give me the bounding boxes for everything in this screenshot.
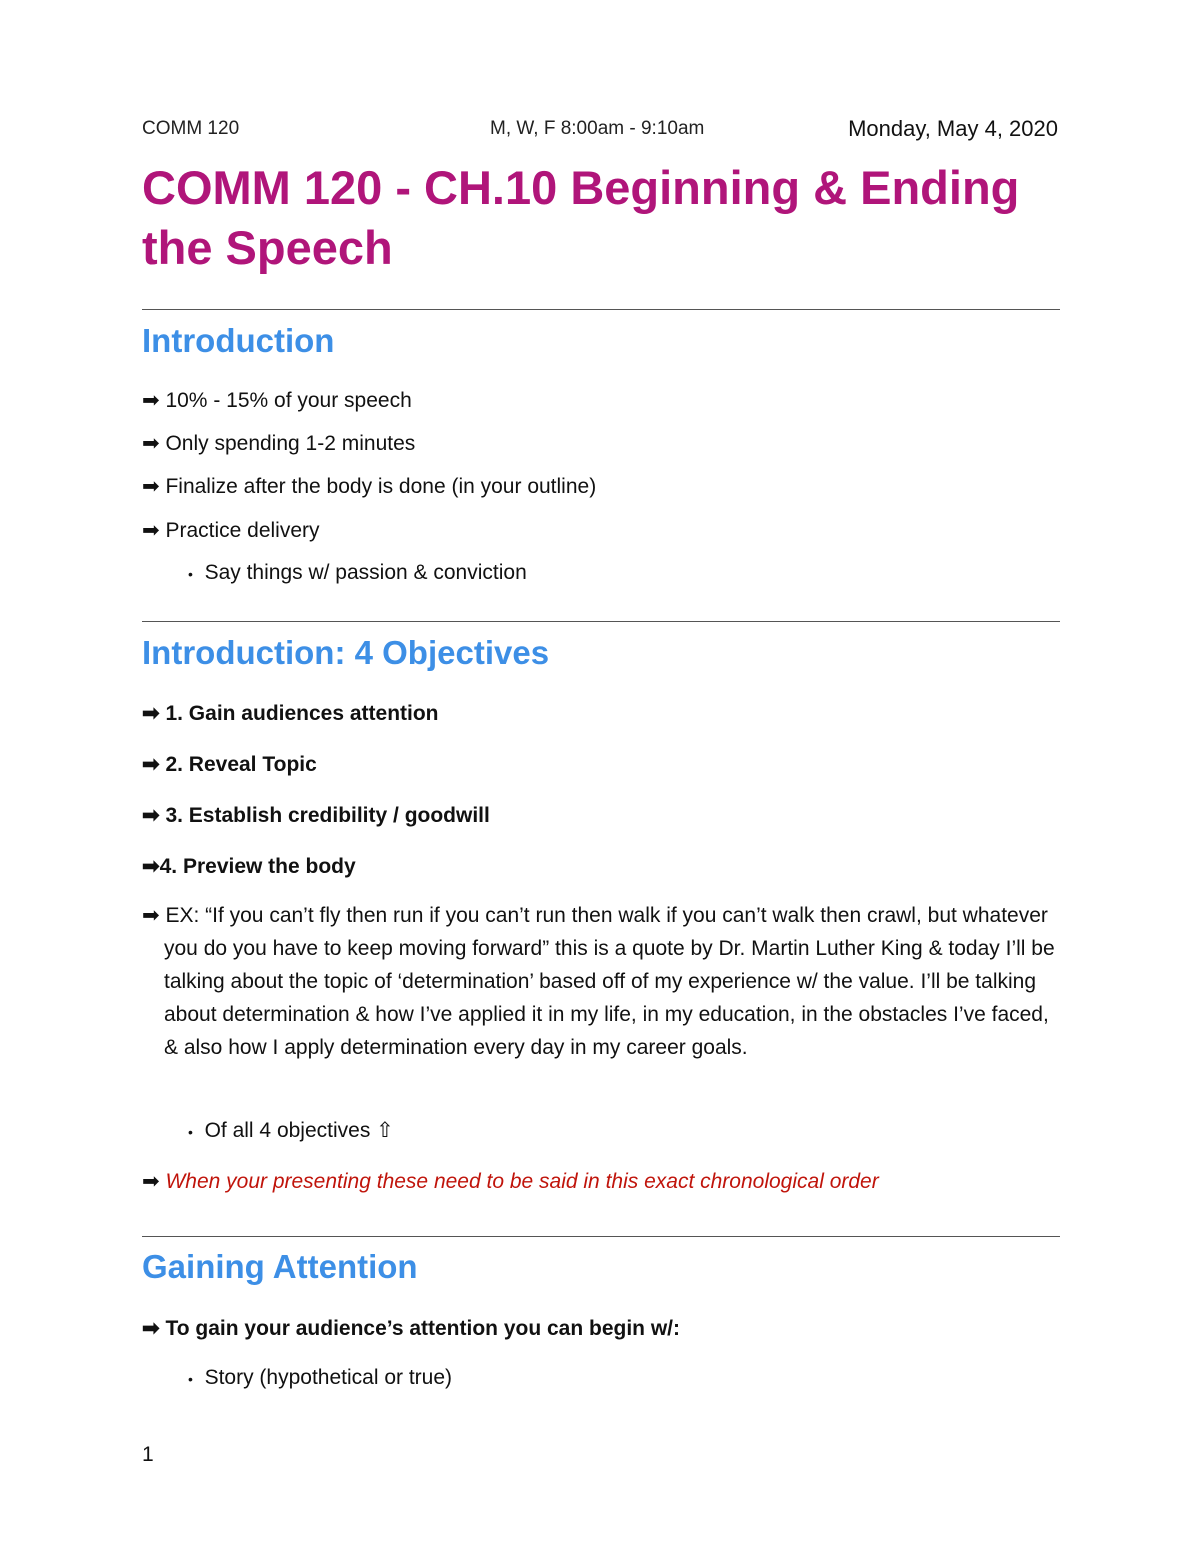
arrow-icon: ➡	[142, 519, 160, 542]
sub-list-item-text: Story (hypothetical or true)	[204, 1366, 453, 1389]
divider	[142, 309, 1060, 310]
arrow-icon: ➡	[142, 389, 160, 412]
page-title: COMM 120 - CH.10 Beginning & Ending the Speech	[142, 161, 1020, 274]
list-item-text: Practice delivery	[165, 519, 320, 542]
arrow-icon: ➡	[142, 855, 160, 878]
section-heading-attention: Gaining Attention	[142, 1248, 418, 1285]
divider	[142, 621, 1060, 622]
example-paragraph	[142, 899, 1064, 1064]
sub-list-item	[188, 1118, 394, 1143]
header-schedule: M, W, F 8:00am - 9:10am	[490, 118, 705, 139]
sub-list-item-text: Say things w/ passion & conviction	[204, 561, 527, 584]
list-item-text: Only spending 1-2 minutes	[165, 432, 416, 455]
list-item-text: 10% - 15% of your speech	[165, 389, 412, 412]
sub-list-item	[188, 561, 527, 585]
list-item	[142, 518, 320, 543]
list-item-text: 4. Preview the body	[159, 855, 356, 878]
arrow-icon: ➡	[142, 702, 160, 725]
chronological-note: When your presenting these need to be said in this exact chronological order	[165, 1170, 879, 1193]
section-heading-objectives: Introduction: 4 Objectives	[142, 634, 550, 671]
list-item	[142, 701, 439, 726]
section-heading-introduction: Introduction	[142, 322, 335, 359]
page-number: 1	[142, 1443, 154, 1466]
list-item	[142, 1316, 680, 1341]
sub-list-item-text: Of all 4 objectives ⇧	[204, 1119, 394, 1142]
sub-list-item	[188, 1366, 452, 1390]
bullet-icon: •	[188, 566, 193, 582]
list-item	[142, 752, 317, 777]
arrow-icon: ➡	[142, 432, 160, 455]
list-item-text: 3. Establish credibility / goodwill	[165, 804, 490, 827]
arrow-icon: ➡	[142, 1317, 160, 1340]
arrow-icon: ➡	[142, 804, 160, 827]
list-item	[142, 854, 356, 879]
header-date: Monday, May 4, 2020	[848, 116, 1058, 141]
bullet-icon: •	[188, 1371, 193, 1387]
bullet-icon: •	[188, 1124, 193, 1140]
list-item-text: To gain your audience’s attention you can begin w/:	[165, 1317, 681, 1340]
list-item	[142, 388, 412, 413]
arrow-icon: ➡	[142, 1170, 160, 1193]
arrow-icon: ➡	[142, 475, 160, 498]
list-item-text: Finalize after the body is done (in your outline)	[165, 475, 597, 498]
list-item	[142, 1169, 879, 1194]
arrow-icon: ➡	[142, 904, 160, 927]
example-text: EX: “If you can’t fly then run if you can’t run then walk if you can’t walk then crawl, but whatever you do you have to keep moving forward” this is a quote by Dr. Martin Luther King & today I’ll be talking about the topic of ‘determination’ based off of my experience w/ the value. I’ll be talking about determination & how I’ve applied it in my life, in my education, in the obstacles I’ve faced, & also how I apply determination every day in my career goals.	[164, 904, 1055, 1059]
arrow-icon: ➡	[142, 753, 160, 776]
list-item-text: 1. Gain audiences attention	[165, 702, 439, 725]
list-item	[142, 474, 596, 499]
header-course: COMM 120	[142, 118, 240, 139]
list-item-text: 2. Reveal Topic	[165, 753, 317, 776]
list-item	[142, 431, 415, 456]
list-item	[142, 803, 490, 828]
divider	[142, 1236, 1060, 1237]
